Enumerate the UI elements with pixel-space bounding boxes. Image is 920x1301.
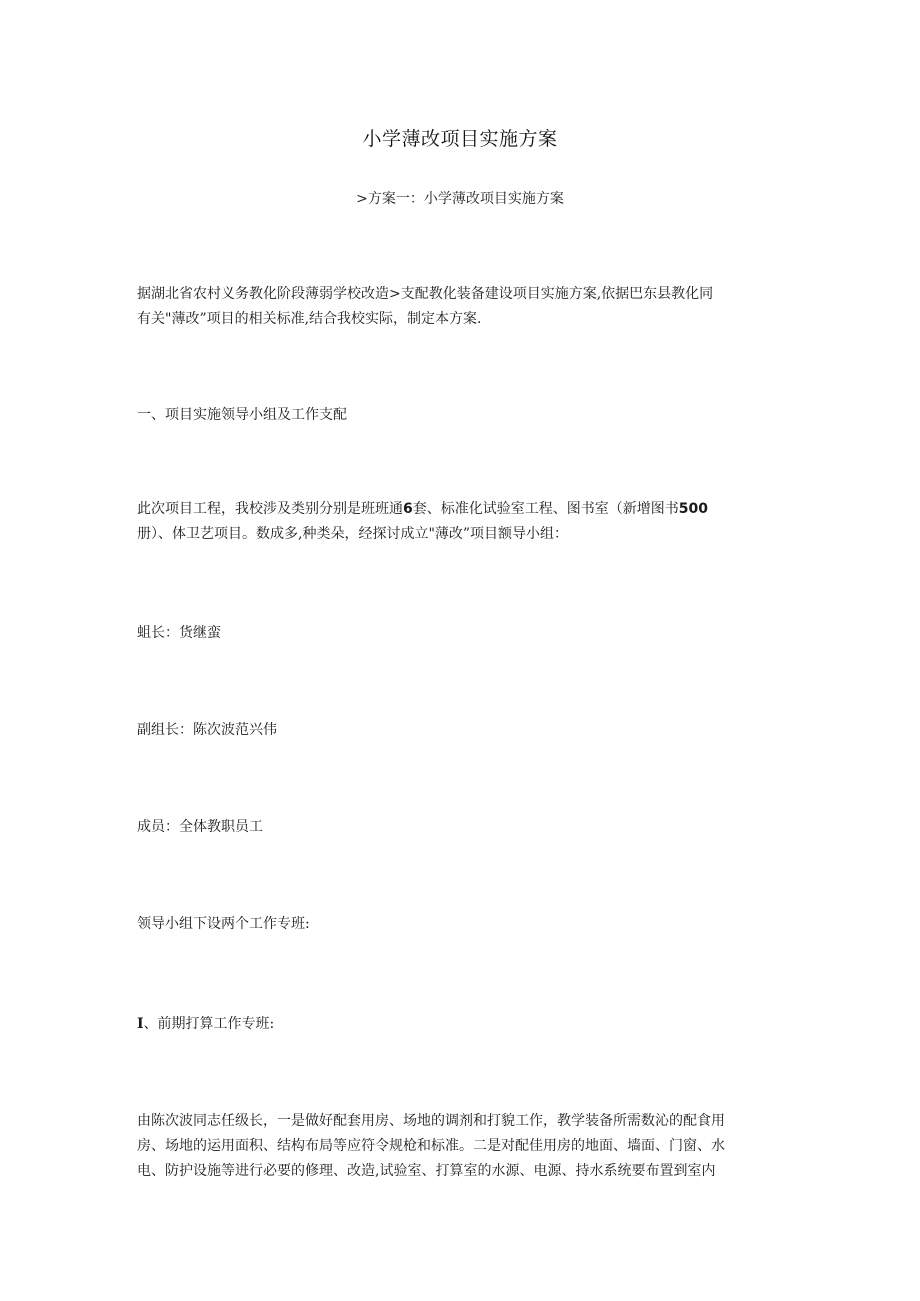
- group-1-paragraph: [137, 1109, 787, 1184]
- group-deputy: 副组长：陈次波范兴伟: [137, 722, 277, 738]
- project-book-count: 500: [678, 501, 708, 517]
- intro-line-2: 有关"薄改”项目的相关标准,结合我校实际，制定本方案.: [137, 311, 482, 327]
- intro-paragraph: [137, 282, 787, 332]
- group-1-line-2: 房、场地的运用面积、结构布局等应符令规枪和标准。二是对配佳用房的地面、墙面、门窗、水: [137, 1138, 725, 1154]
- project-line-1-text-a: 此次项目工程，我校涉及类别分别是班班通: [137, 501, 403, 517]
- group-leader: 蛆长：货继蛮: [137, 625, 221, 641]
- project-line-1: [137, 497, 787, 522]
- document-title: 小学薄改项目实施方案: [362, 128, 558, 150]
- group-1-line-1: 由陈次波同志任级长，一是做好配套用房、场地的调剂和打貌工作，教学装备所需数沁的配食用: [137, 1113, 725, 1129]
- working-groups-intro: 领导小组下设两个工作专班:: [137, 916, 310, 932]
- project-paragraph: [137, 497, 787, 547]
- group-1-heading-text: 、前期打算工作专班:: [143, 1016, 275, 1032]
- document-subtitle: >方案一：小学薄改项目实施方案: [356, 191, 564, 207]
- project-class-count: 6: [403, 501, 413, 517]
- section-1-heading: 一、项目实施领导小组及工作支配: [137, 407, 347, 423]
- project-line-2: 册）、体卫艺项目。数成多,种类朵，经探讨成立"薄改”项目额导小组：: [137, 526, 569, 542]
- project-line-1-text-b: 套、标准化试验室工程、图书室（新增图书: [412, 501, 679, 517]
- group-members: 成员：全体教职员工: [137, 819, 263, 835]
- group-1-heading: [137, 1012, 787, 1037]
- group-1-marker: I: [137, 1016, 144, 1032]
- group-1-line-3: 电、防护设施等进行必要的修理、改造,试验室、打算室的水源、电源、持水系统要布置到室内: [137, 1163, 716, 1179]
- intro-line-1: 据湖北省农村义务教化阶段薄弱学校改造>支配教化装备建设项目实施方案,依据巴东县教化同: [137, 286, 714, 302]
